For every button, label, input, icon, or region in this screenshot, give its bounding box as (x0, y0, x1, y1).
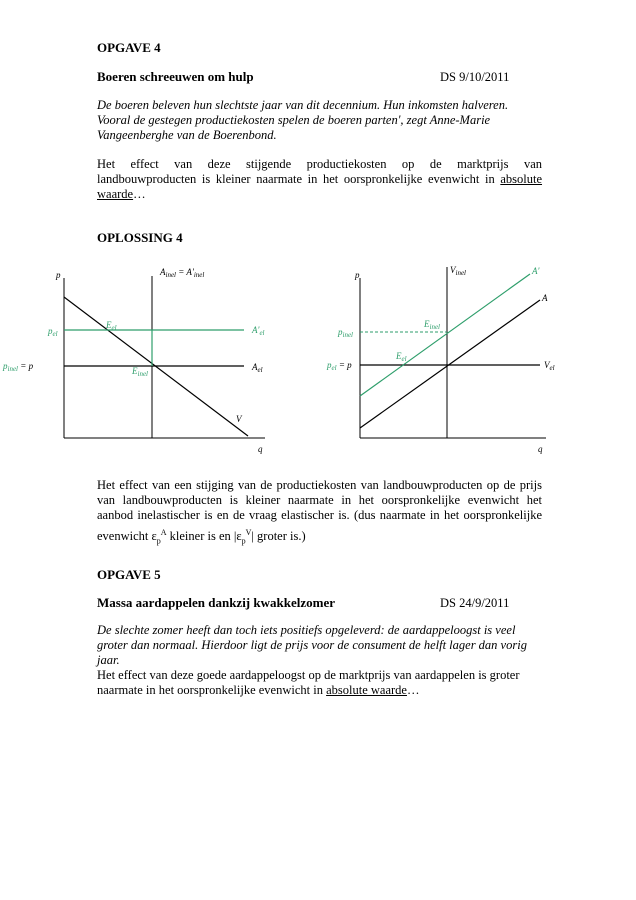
explanation-line-last: evenwicht $\varepsilon_p^A$ kleiner is en $|\varepsilon_p^V|$ groter is.) (97, 528, 306, 546)
e-inel-label: $E_{inel}$ (132, 366, 148, 378)
underlined-term: absolute (500, 172, 543, 186)
ellipsis: … (133, 187, 146, 201)
p-axis-label: p (56, 270, 61, 280)
v-inel-label: $V_{inel}$ (450, 265, 466, 277)
opgave5-statement (97, 668, 542, 698)
a-supply-line (360, 300, 540, 428)
quote-line: De boeren beleven hun slechtste jaar van dit decennium. Hun inkomsten halveren. (97, 98, 509, 112)
p-el-label: $p_{el}$ (48, 326, 58, 338)
statement-line (97, 187, 542, 202)
v-el-label: $V_{el}$ (544, 360, 555, 372)
quote-line: Vangeenberghe van de Boerenbond. (97, 128, 277, 142)
opgave4-quote (97, 98, 542, 143)
q-axis-label: q (258, 444, 263, 454)
opgave4-title: Boeren schreeuwen om hulp (97, 69, 254, 84)
graph-right (318, 262, 568, 467)
p-el-label: $p_{el} = p$ (327, 360, 352, 372)
opgave4-statement (97, 157, 542, 202)
statement-line: Het effect van deze stijgende productiekosten op de marktprijs van (97, 157, 542, 171)
opgave4-source: DS 9/10/2011 (440, 70, 510, 84)
statement-text: landbouwproducten is kleiner naarmate in het oorspronkelijke evenwicht in (97, 172, 495, 186)
quote-line: jaar. (97, 653, 120, 667)
opgave5-quote (97, 623, 542, 668)
v-label: V (236, 414, 242, 424)
quote-line: De slechte zomer heeft dan toch iets positiefs opgeleverd: de aardappeloogst is veel (97, 623, 516, 637)
q-axis-label: q (538, 444, 543, 454)
explanation-line: Het effect van een stijging van de productiekosten van landbouwproducten op de prijs (97, 478, 542, 492)
p-inel-label: $p_{inel}$ (338, 327, 353, 339)
oplossing4-explanation (97, 478, 542, 549)
opgave5-source: DS 24/9/2011 (440, 596, 510, 610)
e-el-label: $E_{el}$ (106, 320, 117, 332)
statement-line (97, 172, 542, 187)
e-inel-label: $E_{inel}$ (424, 319, 440, 331)
a-prime-supply-line (360, 274, 530, 396)
explanation-line: aanbod inelastischer is en de vraag elastischer is. (dus naarmate in het oorspronkelijke (97, 508, 542, 522)
opgave4-heading: OPGAVE 4 (97, 40, 161, 55)
quote-line: groter dan normaal. Hierdoor ligt de prijs voor de consument de helft lager dan vorig (97, 638, 527, 652)
p-axis-label: p (355, 270, 360, 280)
p-inel-label: $p_{inel} = p$ (3, 361, 34, 373)
statement-line: naarmate in het oorspronkelijke evenwicht in absolute waarde… (97, 683, 420, 697)
oplossing4-heading: OPLOSSING 4 (97, 230, 183, 245)
statement-line: Het effect van deze goede aardappeloogst op de marktprijs van aardappelen is groter (97, 668, 520, 682)
a-inel-label: $A_{inel} = A'_{inel}$ (160, 267, 205, 279)
graph-left (0, 262, 300, 467)
a-label: A (542, 293, 548, 303)
underlined-term: absolute waarde (326, 683, 407, 697)
a-el-label: $A_{el}$ (252, 362, 263, 374)
e-el-label: $E_{el}$ (396, 351, 407, 363)
a-prime-label: A' (532, 266, 540, 276)
a-prime-el-label: $A'_{el}$ (252, 325, 265, 337)
opgave5-heading: OPGAVE 5 (97, 567, 161, 582)
opgave5-title: Massa aardappelen dankzij kwakkelzomer (97, 595, 335, 610)
quote-line: Vooral de gestegen productiekosten spelen de boeren parten', zegt Anne-Marie (97, 113, 491, 127)
underlined-term: waarde (97, 187, 134, 201)
explanation-line: van landbouwproducten is kleiner naarmate in het oorspronkelijke evenwicht het (97, 493, 542, 507)
